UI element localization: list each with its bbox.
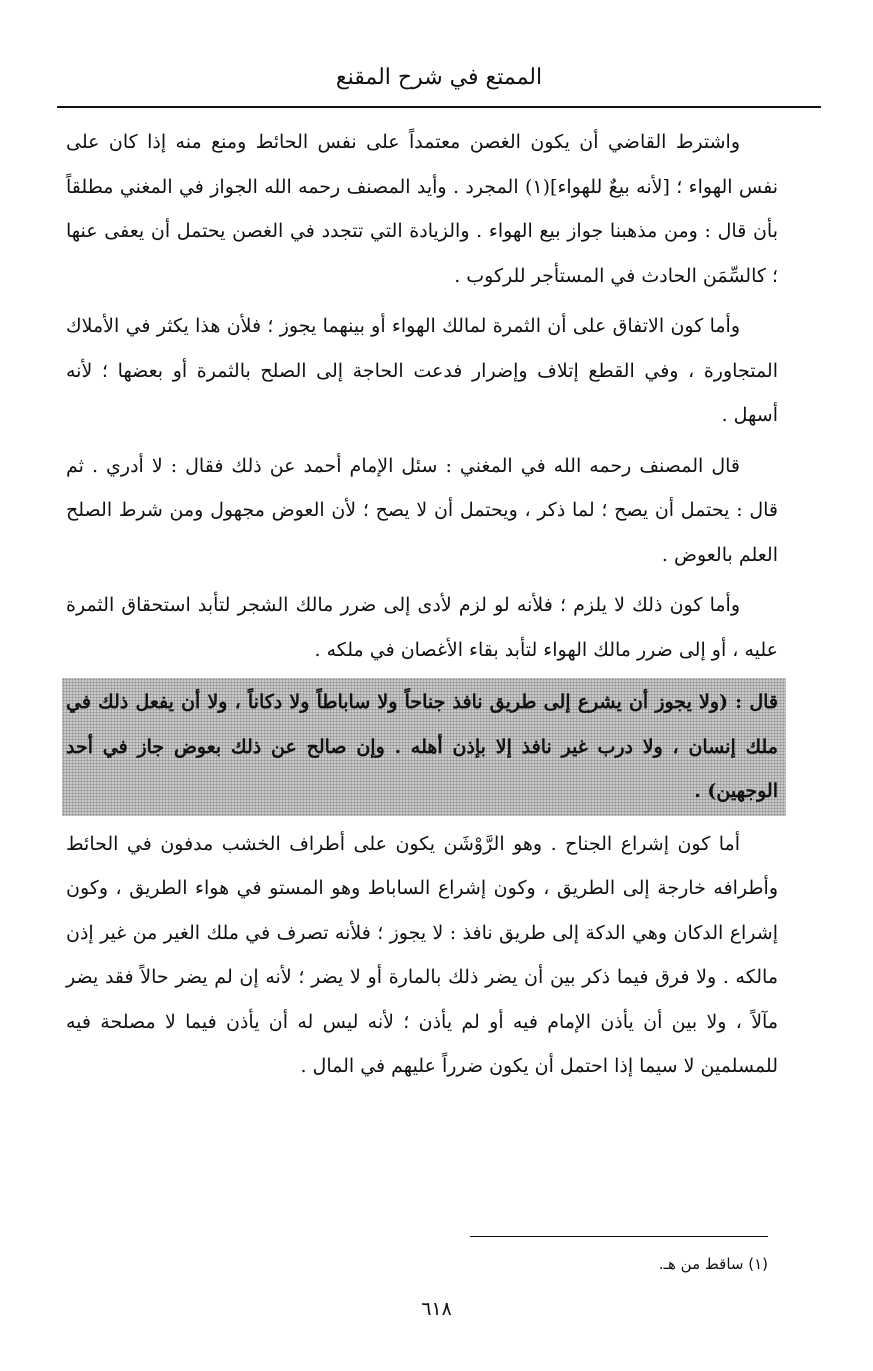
page-number: ٦١٨ xyxy=(421,1298,452,1320)
footnote-rule xyxy=(470,1236,768,1237)
header-rule xyxy=(57,106,821,108)
paragraph-4: وأما كون ذلك لا يلزم ؛ فلأنه لو لزم لأدى إلى ضرر مالك الشجر لتأبد استحقاق الثمرة عليه ، أو إلى ضرر مالك الهواء لتأبد بقاء الأغصان في ملكه . xyxy=(66,594,778,661)
paragraph-3: قال المصنف رحمه الله في المغني : سئل الإمام أحمد عن ذلك فقال : لا أدري . ثم قال : يحتمل أن يصح ؛ لما ذكر ، ويحتمل أن لا يصح ؛ لأن العوض مجهول ومن شرط الصلح العلم بالعوض . xyxy=(66,454,778,566)
running-head: الممتع في شرح المقنع xyxy=(335,65,543,90)
paragraph-6: أما كون إشراع الجناح . وهو الرَّوْشَن يكون على أطراف الخشب مدفون في الحائط وأطرافه خارجة إلى الطريق ، وكون إشراع الساباط وهو المستو في هواء الطريق ، وكون إشراع الدكان وهي الدكة إلى طريق نافذ : لا يجوز ؛ فلأنه تصرف في ملك الغير من غير إذن مالكه . ولا فرق فيما ذكر بين أن يضر ذلك بالمارة أو لا يضر ؛ لأنه إن لم يضر حالاً فقد يضر مآلاً ، ولا بين أن يأذن الإمام فيه أو لم يأذن ؛ لأنه ليس له أن يأذن فيما لا مصلحة فيه للمسلمين لا سيما إذا احتمل أن يكون ضرراً عليهم في المال . xyxy=(66,832,778,1077)
paragraph-2: وأما كون الاتفاق على أن الثمرة لمالك الهواء أو بينهما يجوز ؛ فلأن هذا يكثر في الأملاك المتجاورة ، وفي القطع إتلاف وإضرار فدعت الحاجة إلى الصلح بالثمرة أو بعضها ؛ لأنه أسهل . xyxy=(66,315,778,426)
footnote: (١) ساقط من هـ. xyxy=(658,1255,768,1273)
paragraph-1: واشترط القاضي أن يكون الغصن معتمداً على نفس الحائط ومنع منه إذا كان على نفس الهواء ؛ [لأنه بيعٌ للهواء](١) المجرد . وأيد المصنف رحمه الله الجواز في المغني مطلقاً بأن قال : ومن مذهبنا جواز بيع الهواء . والزيادة التي تتجدد في الغصن يحتمل أن يعفى عنها ؛ كالسِّمَن الحادث في المستأجر للركوب . xyxy=(66,131,779,287)
highlighted-matn-paragraph: قال : (ولا يجوز أن يشرع إلى طريق نافذ جناحاً ولا ساباطاً ولا دكاناً ، ولا أن يفعل ذلك في ملك إنسان ، ولا درب غير نافذ إلا بإذن أهله . وإن صالح عن ذلك بعوض جاز في أحد الوجهين) . xyxy=(62,678,786,816)
body-text xyxy=(66,120,778,1095)
